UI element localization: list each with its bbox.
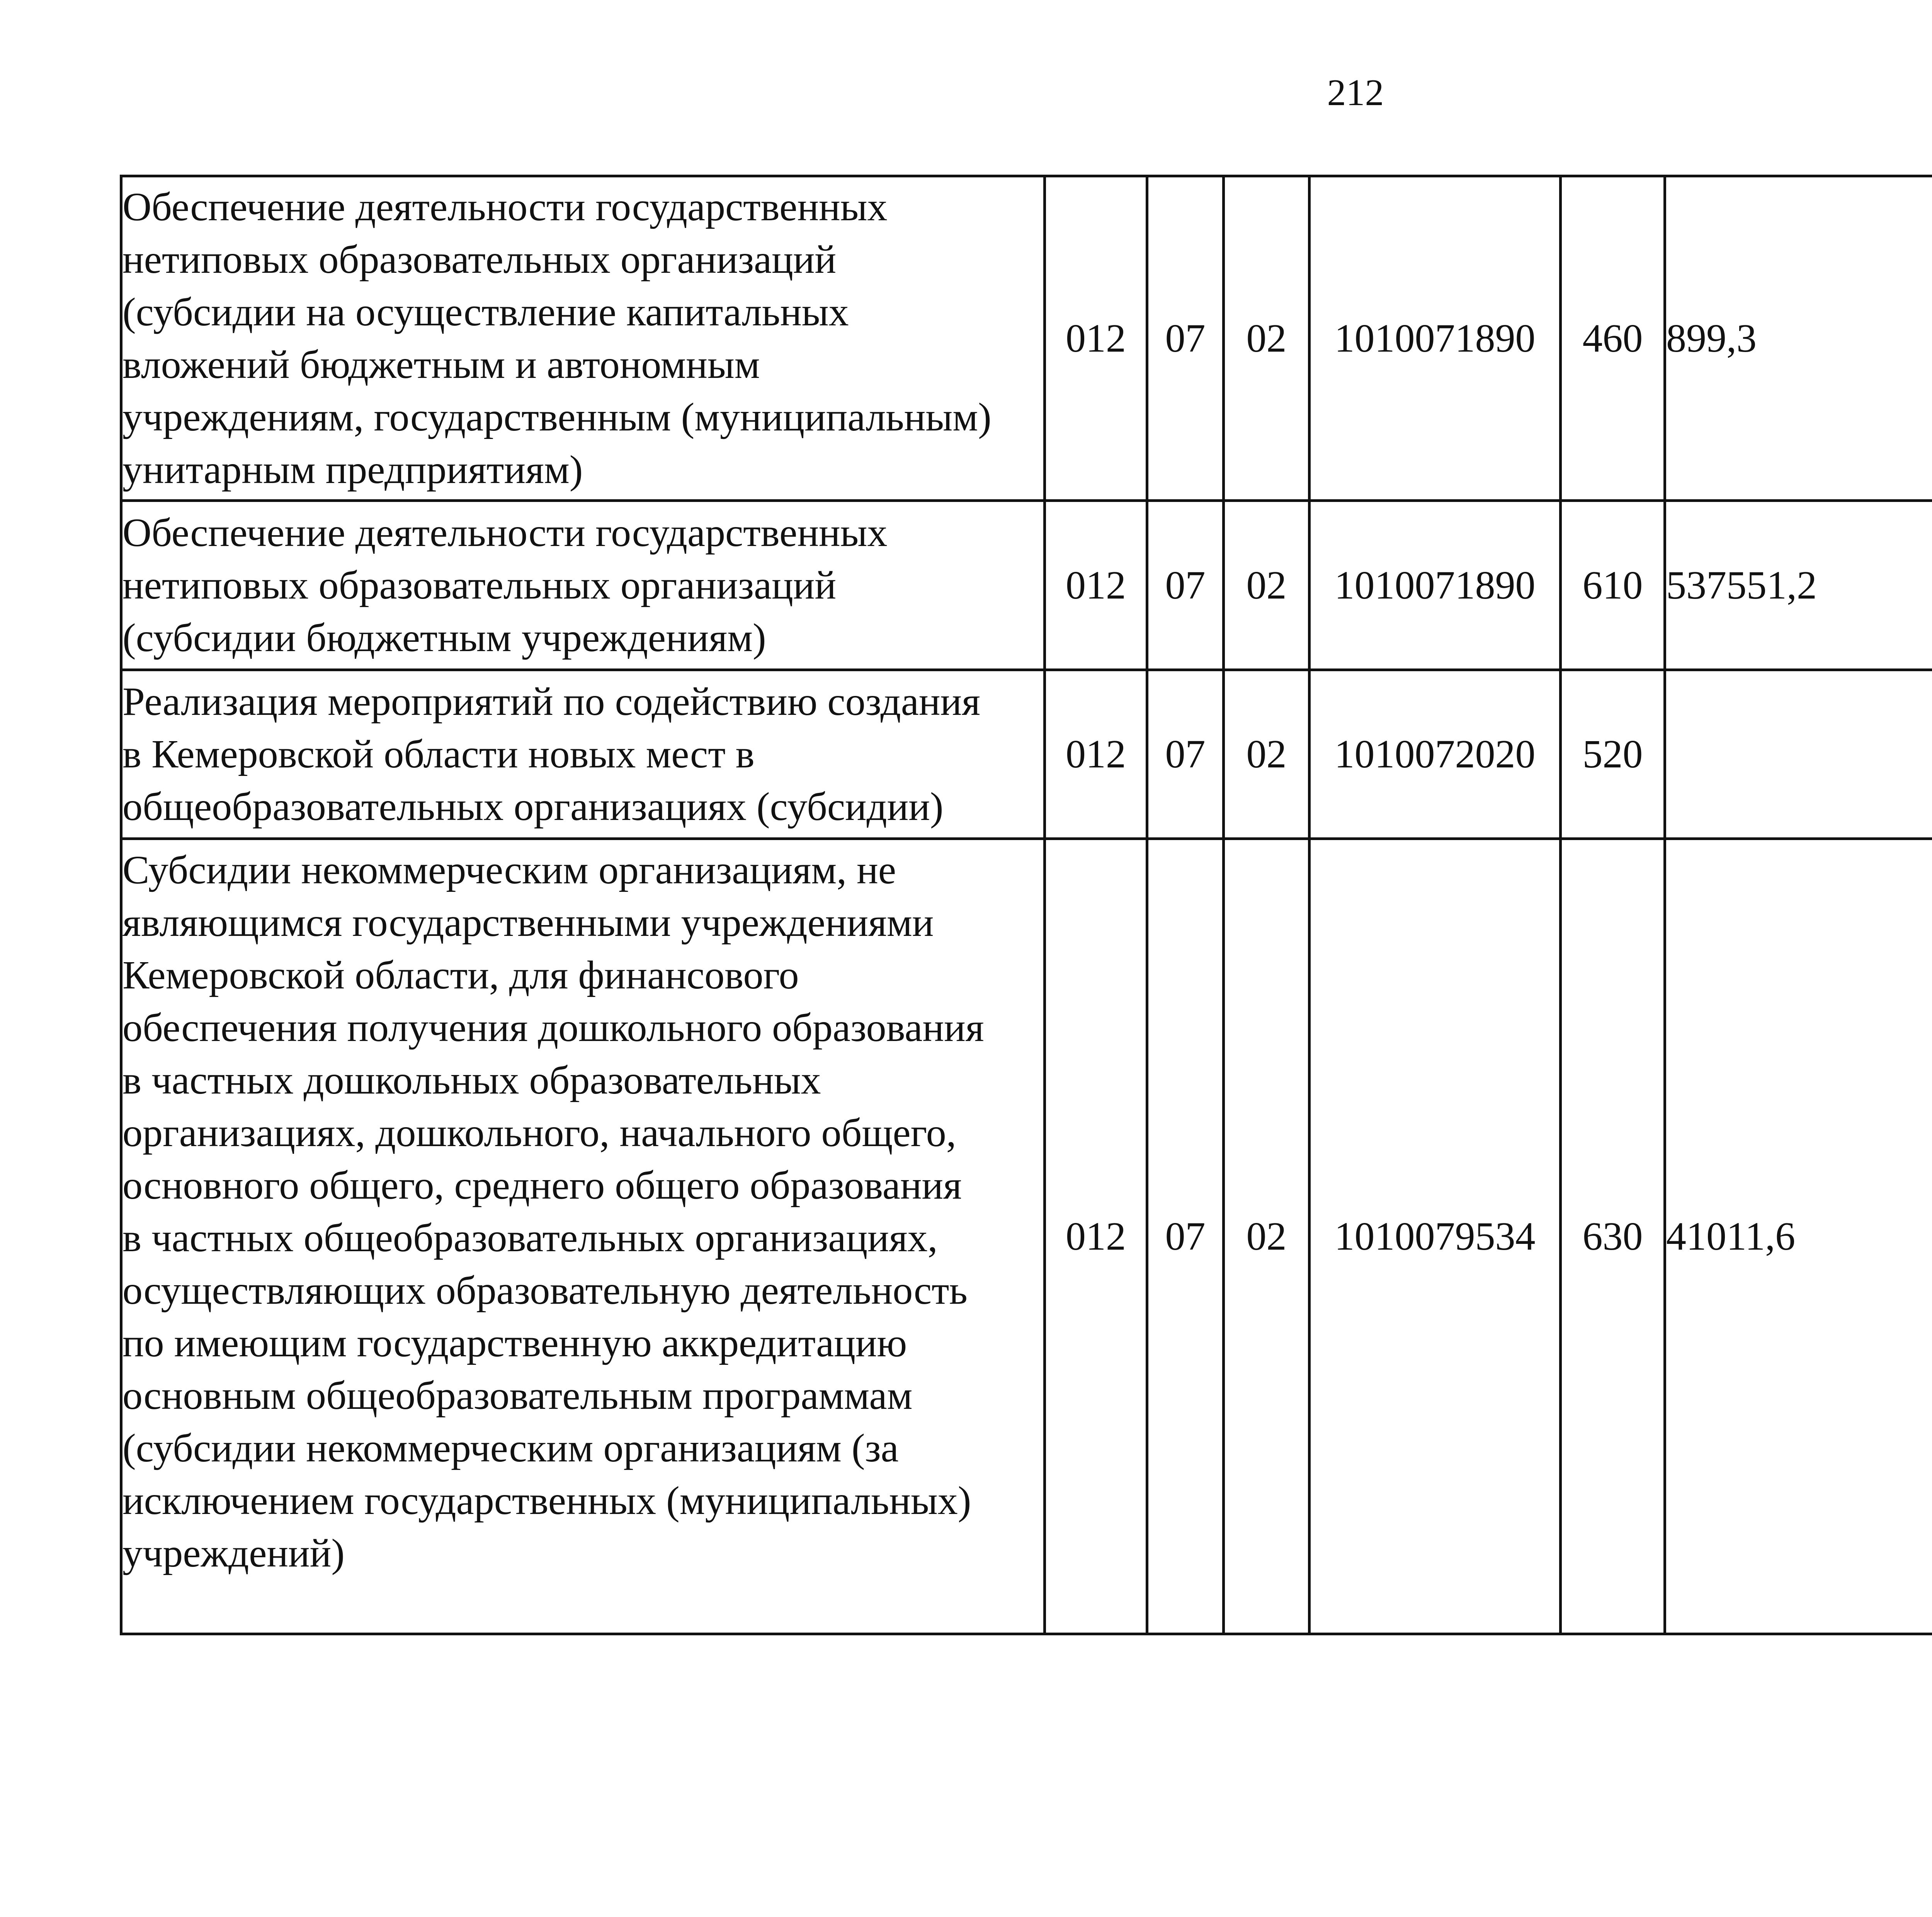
page-number: 212 <box>1327 72 1384 114</box>
amount-1: 537551,2 <box>1665 501 1932 670</box>
target-article-code: 1010072020 <box>1310 670 1561 839</box>
row-description: Обеспечение деятельности государственных нетиповых образовательных организаций (субсидии бюджетным учреждениям) <box>121 501 1045 670</box>
expense-type-code: 630 <box>1561 839 1665 1634</box>
ministry-code: 012 <box>1045 839 1147 1634</box>
expense-type-code: 610 <box>1561 501 1665 670</box>
subsection-code: 02 <box>1224 501 1310 670</box>
amount-1 <box>1665 670 1932 839</box>
table-row <box>121 501 1932 670</box>
target-article-code: 1010071890 <box>1310 501 1561 670</box>
table-row <box>121 176 1932 501</box>
target-article-code: 1010079534 <box>1310 839 1561 1634</box>
amount-1: 899,3 <box>1665 176 1932 501</box>
ministry-code: 012 <box>1045 501 1147 670</box>
expense-type-code: 460 <box>1561 176 1665 501</box>
row-description: Субсидии некоммерческим организациям, не являющимся государственными учреждениями Кемеровской области, для финансового обеспечения получения дошкольного образования в частных дошкольных образовательных организациях, дошкольного, начального общего, основного общего, среднего общего образования в частных общеобразовательных организациях, осуществляющих образовательную деятельность по имеющим государственную аккредитацию основным общеобразовательным программам (субсидии некоммерческим организациям (за исключением государственных (муниципальных) учреждений) <box>121 839 1045 1634</box>
table-row <box>121 839 1932 1634</box>
ministry-code: 012 <box>1045 176 1147 501</box>
section-code: 07 <box>1147 839 1224 1634</box>
section-code: 07 <box>1147 501 1224 670</box>
subsection-code: 02 <box>1224 670 1310 839</box>
target-article-code: 1010071890 <box>1310 176 1561 501</box>
ministry-code: 012 <box>1045 670 1147 839</box>
section-code: 07 <box>1147 670 1224 839</box>
subsection-code: 02 <box>1224 839 1310 1634</box>
budget-table <box>120 175 1932 1635</box>
row-description: Реализация мероприятий по содействию создания в Кемеровской области новых мест в общеобразовательных организациях (субсидии) <box>121 670 1045 839</box>
subsection-code: 02 <box>1224 176 1310 501</box>
section-code: 07 <box>1147 176 1224 501</box>
expense-type-code: 520 <box>1561 670 1665 839</box>
table-row <box>121 670 1932 839</box>
row-description: Обеспечение деятельности государственных нетиповых образовательных организаций (субсидии на осуществление капитальных вложений бюджетным и автономным учреждениям, государственным (муниципальным) унитарным предприятиям) <box>121 176 1045 501</box>
amount-1: 41011,6 <box>1665 839 1932 1634</box>
